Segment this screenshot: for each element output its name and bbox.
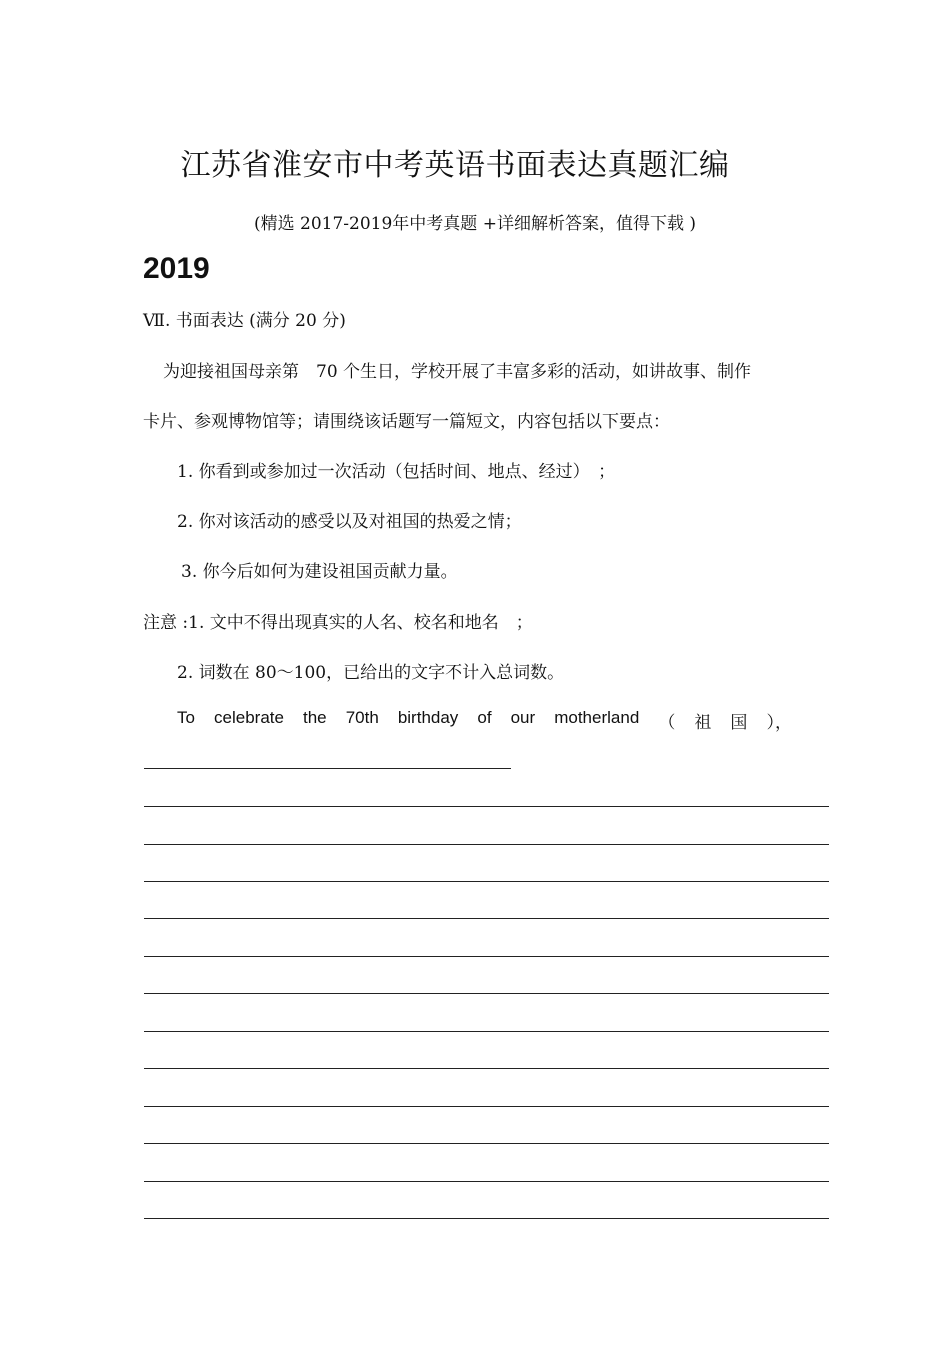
writing-line[interactable] bbox=[144, 956, 829, 957]
starter-word: 国 bbox=[730, 713, 748, 732]
starter-word: celebrate bbox=[214, 708, 284, 727]
starter-word: birthday bbox=[397, 708, 459, 727]
starter-word: （ bbox=[658, 713, 676, 732]
writing-line[interactable] bbox=[144, 881, 829, 882]
essay-starter-sentence bbox=[177, 708, 792, 733]
requirement-point-2: 2. 你对该活动的感受以及对祖国的热爱之情； bbox=[177, 512, 522, 532]
writing-line[interactable] bbox=[144, 1143, 829, 1144]
note-line-1: 注意 :1. 文中不得出现真实的人名、校名和地名 ； bbox=[143, 613, 533, 633]
document-title: 江苏省淮安市中考英语书面表达真题汇编 bbox=[180, 148, 730, 183]
starter-word: To bbox=[177, 708, 195, 727]
writing-line[interactable] bbox=[144, 918, 829, 919]
starter-word: the bbox=[303, 708, 327, 727]
starter-word: our bbox=[510, 708, 536, 727]
writing-line[interactable] bbox=[144, 1106, 829, 1107]
writing-line[interactable] bbox=[144, 806, 829, 807]
prompt-line-2: 卡片、参观博物馆等；请围绕该话题写一篇短文，内容包括以下要点： bbox=[143, 412, 670, 432]
writing-line[interactable] bbox=[144, 1218, 829, 1219]
note-line-2: 2. 词数在 80～100，已给出的文字不计入总词数。 bbox=[177, 663, 565, 683]
starter-word: ）， bbox=[766, 713, 792, 732]
writing-line-short[interactable] bbox=[144, 768, 511, 769]
year-heading: 2019 bbox=[143, 252, 210, 285]
document-subtitle: (精选 2017-2019年中考真题 +详细解析答案，值得下载 ) bbox=[254, 214, 696, 234]
starter-word: of bbox=[477, 708, 492, 727]
writing-line[interactable] bbox=[144, 993, 829, 994]
starter-word: 祖 bbox=[694, 713, 712, 732]
requirement-point-3: 3. 你今后如何为建设祖国贡献力量。 bbox=[181, 562, 458, 582]
prompt-line-1: 为迎接祖国母亲第 70 个生日，学校开展了丰富多彩的活动，如讲故事、制作 bbox=[163, 362, 752, 382]
starter-word: 70th bbox=[345, 708, 379, 727]
writing-line[interactable] bbox=[144, 1181, 829, 1182]
starter-word: motherland bbox=[554, 708, 640, 727]
writing-line[interactable] bbox=[144, 1031, 829, 1032]
writing-line[interactable] bbox=[144, 1068, 829, 1069]
requirement-point-1: 1. 你看到或参加过一次活动（包括时间、地点、经过） ； bbox=[177, 462, 616, 482]
writing-line[interactable] bbox=[144, 844, 829, 845]
section-heading: Ⅶ. 书面表达 (满分 20 分) bbox=[143, 311, 346, 331]
